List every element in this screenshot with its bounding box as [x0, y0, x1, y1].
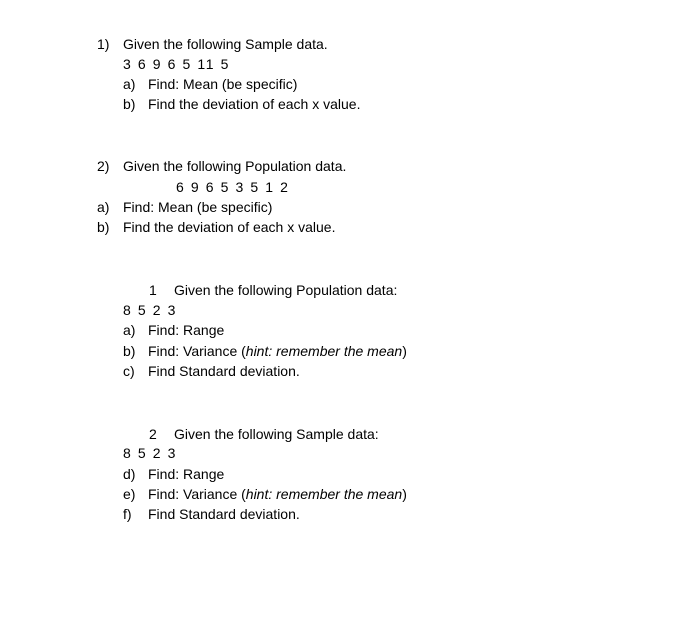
q4-item-e-text-after: ): [402, 486, 407, 502]
q3-item-c-label: c): [123, 363, 135, 379]
q3-item-c-text: Find Standard deviation.: [148, 363, 300, 379]
q2-title: Given the following Population data.: [123, 158, 347, 174]
q2-number: 2): [97, 158, 110, 174]
q3-item-b-text-before: Find: Variance (: [148, 343, 246, 359]
q1-item-b-label: b): [123, 96, 136, 112]
q4-item-f-label: f): [123, 506, 132, 522]
q4-item-e: [123, 485, 407, 503]
q3-item-b-text-after: ): [402, 343, 407, 359]
q1-item-a: [123, 75, 297, 93]
q4-item-f: [123, 505, 300, 523]
q4-data: 8 5 2 3: [123, 445, 178, 461]
q4-heading: [149, 425, 379, 443]
q4-item-d-label: d): [123, 466, 136, 482]
q1-item-b: [123, 95, 360, 113]
q1-item-a-label: a): [123, 76, 136, 92]
q4-item-d-text: Find: Range: [148, 466, 225, 482]
q1-number: 1): [97, 36, 110, 52]
q3-item-b-label: b): [123, 343, 136, 359]
q4-item-e-hint: hint: remember the mean: [245, 486, 403, 502]
q2-item-a: [97, 198, 272, 216]
q3-data: 8 5 2 3: [123, 302, 178, 318]
q4-item-e-label: e): [123, 486, 136, 502]
q2-item-a-text: Find: Mean (be specific): [123, 199, 273, 215]
q4-item-d: [123, 465, 224, 483]
q1-data: 3 6 9 6 5 11 5: [123, 56, 230, 72]
q3-item-a-text: Find: Range: [148, 322, 225, 338]
q2-item-a-label: a): [97, 199, 110, 215]
q3-item-b: [123, 342, 407, 360]
q1-heading: [97, 35, 328, 53]
q3-item-c: [123, 362, 300, 380]
q4-item-e-text-before: Find: Variance (: [148, 486, 246, 502]
q4-number: 2: [149, 426, 157, 442]
q3-title: Given the following Population data:: [174, 282, 398, 298]
q2-heading: [97, 157, 346, 175]
q3-number: 1: [149, 282, 157, 298]
q2-data: 6 9 6 5 3 5 1 2: [176, 179, 290, 195]
q1-title: Given the following Sample data.: [123, 36, 328, 52]
q3-item-a-label: a): [123, 322, 136, 338]
q1-item-a-text: Find: Mean (be specific): [148, 76, 298, 92]
q3-item-b-hint: hint: remember the mean: [245, 343, 403, 359]
q2-item-b-label: b): [97, 219, 110, 235]
q1-item-b-text: Find the deviation of each x value.: [148, 96, 361, 112]
q3-item-a: [123, 321, 224, 339]
q2-item-b: [97, 218, 335, 236]
q4-item-f-text: Find Standard deviation.: [148, 506, 300, 522]
q4-title: Given the following Sample data:: [174, 426, 379, 442]
q3-heading: [149, 281, 397, 299]
q2-item-b-text: Find the deviation of each x value.: [123, 219, 336, 235]
